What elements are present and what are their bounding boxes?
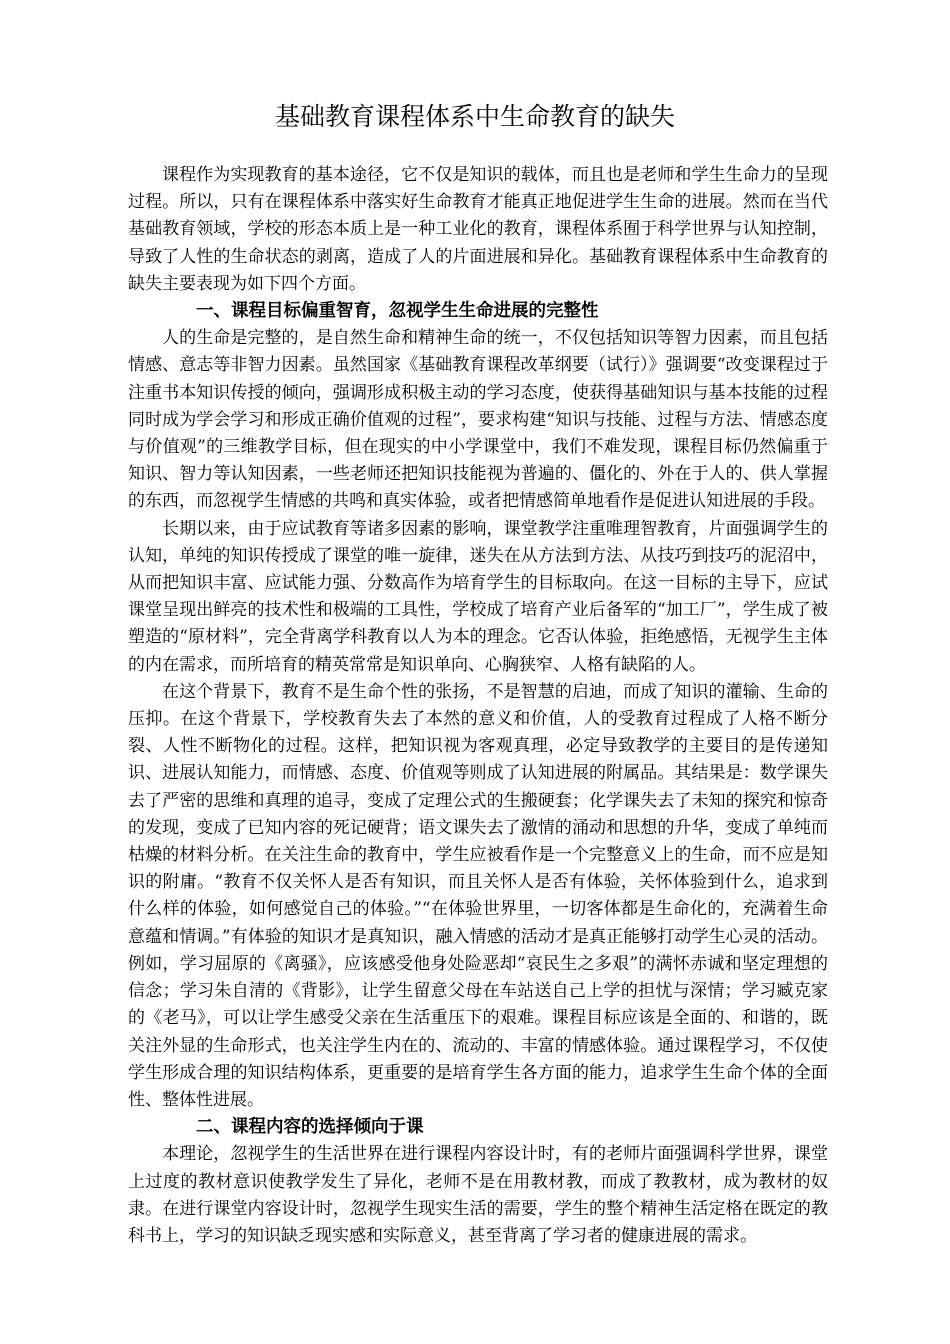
document-title: 基础教育课程体系中生命教育的缺失 xyxy=(274,102,675,131)
document-body xyxy=(128,162,828,1250)
section-1-paragraph-2: 长期以来，由于应试教育等诸多因素的影响，课堂教学注重唯理智教育，片面强调学生的认知，单纯的知识传授成了课堂的唯一旋律，迷失在从方法到方法、从技巧到技巧的泥沼中，从而把知识丰富、应试能力强、分数高作为培育学生的目标取向。在这一目标的主导下，应试课堂呈现出鲜亮的技术性和极端的工具性，学校成了培育产业后备军的“加工厂”，学生成了被塑造的“原材料”，完全背离学科教育以人为本的理念。它否认体验，拒绝感悟，无视学生主体的内在需求，而所培育的精英常常是知识单向、心胸狭窄、人格有缺陷的人。 xyxy=(128,518,828,675)
section-2-paragraph-1: 本理论，忽视学生的生活世界在进行课程内容设计时，有的老师片面强调科学世界，课堂上过度的教材意识使教学发生了异化，老师不是在用教材教，而成了教教材，成为教材的奴隶。在进行课堂内容设计时，忽视学生现实生活的需要，学生的整个精神生活定格在既定的教科书上，学习的知识缺乏现实感和实际意义，甚至背离了学习者的健康进展的需求。 xyxy=(128,1144,828,1246)
section-2-heading: 二、课程内容的选择倾向于课 xyxy=(196,1117,424,1138)
intro-paragraph: 课程作为实现教育的基本途径，它不仅是知识的载体，而且也是老师和学生生命力的呈现过程。所以，只有在课程体系中落实好生命教育才能真正地促进学生生命的进展。然而在当代基础教育领域，学校的形态本质上是一种工业化的教育，课程体系囿于科学世界与认知控制，导致了人性的生命状态的剥离，造成了人的片面进展和异化。基础教育课程体系中生命教育的缺失主要表现为如下四个方面。 xyxy=(128,165,828,294)
section-1-heading: 一、课程目标偏重智育，忽视学生生命进展的完整性 xyxy=(196,301,599,322)
section-1-paragraph-3: 在这个背景下，教育不是生命个性的张扬，不是智慧的启迪，而成了知识的灌输、生命的压抑。在这个背景下，学校教育失去了本然的意义和价值，人的受教育过程成了人格不断分裂、人性不断物化的过程。这样，把知识视为客观真理，必定导致教学的主要目的是传递知识、进展认知能力，而情感、态度、价值观等则成了认知进展的附属品。其结果是：数学课失去了严密的思维和真理的追寻，变成了定理公式的生搬硬套；化学课失去了未知的探究和惊奇的发现，变成了已知内容的死记硬背；语文课失去了激情的涌动和思想的升华，变成了单纯而枯燥的材料分析。在关注生命的教育中，学生应被看作是一个完整意义上的生命，而不应是知识的附庸。“教育不仅关怀人是否有知识，而且关怀人是否有体验，关怀体验到什么，追求到什么样的体验，如何感觉自己的体验。”“在体验世界里，一切客体都是生命化的，充满着生命意蕴和情调。”有体验的知识才是真知识，融入情感的活动才是真正能够打动学生心灵的活动。例如，学习屈原的《离骚》，应该感受他身处险恶却“哀民生之多艰”的满怀赤诚和坚定理想的信念；学习朱自清的《背影》，让学生留意父母在车站送自己上学的担忧与深情；学习臧克家的《老马》，可以让学生感受父亲在生活重压下的艰难。课程目标应该是全面的、和谐的，既关注外显的生命形式，也关注学生内在的、流动的、丰富的情感体验。通过课程学习，不仅使学生形成合理的知识结构体系，更重要的是培育学生各方面的能力，追求学生生命个体的全面性、整体性进展。 xyxy=(128,681,828,1110)
section-1-paragraph-1: 人的生命是完整的，是自然生命和精神生命的统一，不仅包括知识等智力因素，而且包括情感、意志等非智力因素。虽然国家《基础教育课程改革纲要（试行）》强调要“改变课程过于注重书本知识传授的倾向，强调形成积极主动的学习态度，使获得基础知识与基本技能的过程同时成为学会学习和形成正确价值观的过程”，要求构建“知识与技能、过程与方法、情感态度与价值观”的三维教学目标，但在现实的中小学课堂中，我们不难发现，课程目标仍然偏重于知识、智力等认知因素，一些老师还把知识技能视为普遍的、僵化的、外在于人的、供人掌握的东西，而忽视学生情感的共鸣和真实体验，或者把情感简单地看作是促进认知进展的手段。 xyxy=(128,328,828,512)
